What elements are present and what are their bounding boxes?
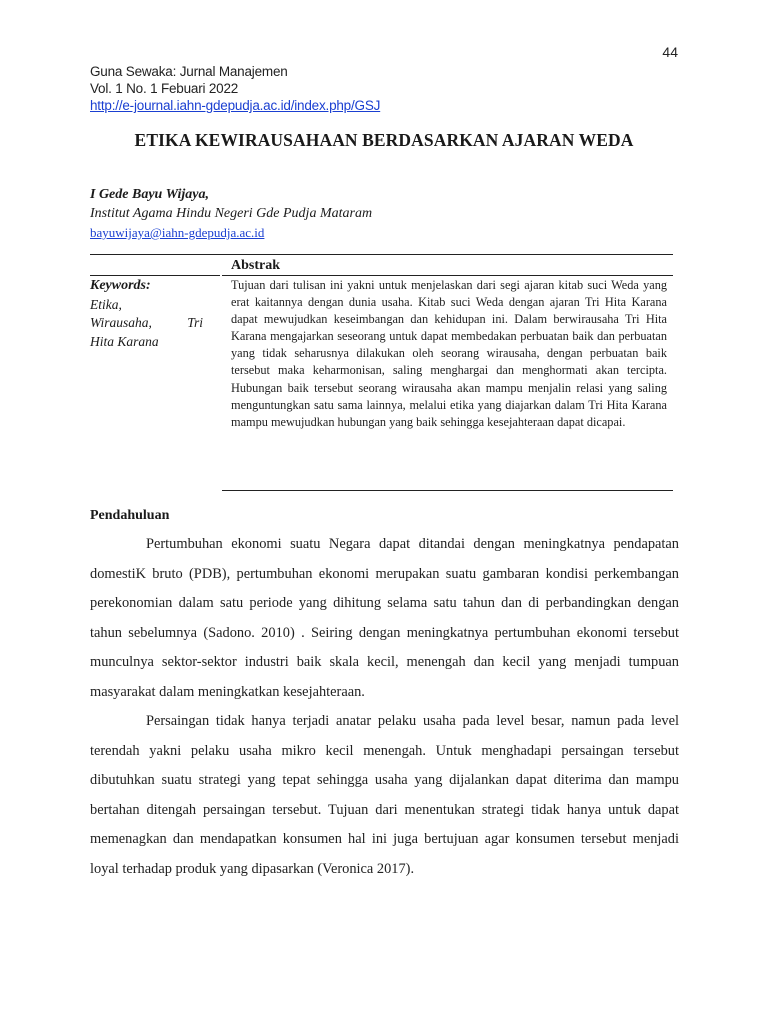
abstract-bottom-rule [222, 490, 673, 491]
section-body [90, 530, 679, 884]
abstract-rule [222, 275, 673, 276]
keywords-block [90, 277, 203, 351]
journal-issue: Vol. 1 No. 1 Febuari 2022 [90, 81, 239, 96]
abstract-text: Tujuan dari tulisan ini yakni untuk menjelaskan dari segi ajaran kitab suci Weda yang erat kaitannya dengan dunia usaha. Kitab suci Weda dengan ajaran Tri Hita Karana dapat mewujudkan keseimbangan dan kehidupan ini. Dalam berwirausaha Tri Hita Karana mengajarkan seseorang untuk dapat membedakan perbuatan baik dan perbuatan yang tidak seharusnya dilakukan oleh seorang wirausaha, dengan perbuatan baik tersebut maka keharmonisan, saling menghargai dan menghormati akan tercipta. Hubungan baik tersebut seorang wirausaha akan mampu menjalin relasi yang saling menguntungkan satu sama lainnya, melalui etika yang diajarkan dalam Tri Hita Karana mampu mewujudkan hubungan yang baik sehingga kesejahteraan dapat dicapai. [231, 278, 667, 429]
body-paragraph: Persaingan tidak hanya terjadi anatar pelaku usaha pada level besar, namun pada level terendah yakni pelaku usaha mikro kecil menengah. Untuk menghadapi persaingan tersebut dibutuhkan suatu strategi yang tepat sehingga usaha yang dijalankan dapat diterima dan mampu bertahan ditengah persaingan tersebut. Tujuan dari menentukan strategi tidak hanya untuk dapat memenagkan dan mendapatkan konsumen hal ini juga bertujuan agar konsumen tersebut menjadi loyal terhadap produk yang dipasarkan (Veronica 2017). [90, 713, 679, 877]
journal-url-link[interactable]: http://e-journal.iahn-gdepudja.ac.id/index.php/GSJ [90, 98, 381, 113]
keyword-item: Wirausaha, Tri [90, 315, 203, 330]
keywords-rule [90, 275, 220, 276]
keyword-item: Etika, [90, 296, 122, 312]
section-heading: Pendahuluan [90, 508, 170, 523]
keyword-item: Hita Karana [90, 333, 159, 349]
journal-name: Guna Sewaka: Jurnal Manajemen [90, 64, 288, 79]
keywords-label: Keywords: [90, 278, 151, 293]
page-number: 44 [662, 44, 678, 60]
abstract-top-rule [90, 254, 673, 255]
journal-header [90, 63, 380, 114]
body-paragraph: Pertumbuhan ekonomi suatu Negara dapat ditandai dengan meningkatnya pendapatan domestiK bruto (PDB), pertumbuhan ekonomi merupakan suatu gambaran kondisi perkembangan perekonomian dalam satu periode yang dihitung selama satu tahun dan di perbandingkan dengan tahun sebelumnya (Sadono. 2010) . Seiring dengan meningkatnya pertumbuhan ekonomi tersebut munculnya sektor-sektor industri baik skala kecil, menengah dan kecil yang menjadi tumpuan masyarakat dalam meningkatkan kesejahteraan. [90, 536, 679, 700]
author-block [90, 185, 372, 243]
abstract-heading: Abstrak [231, 258, 281, 273]
paper-title: ETIKA KEWIRAUSAHAAN BERDASARKAN AJARAN WEDA [134, 130, 634, 150]
author-name: I Gede Bayu Wijaya, [90, 187, 209, 202]
author-institution: Institut Agama Hindu Negeri Gde Pudja Mataram [90, 206, 373, 221]
author-email-link[interactable]: bayuwijaya@iahn-gdepudja.ac.id [90, 225, 265, 240]
